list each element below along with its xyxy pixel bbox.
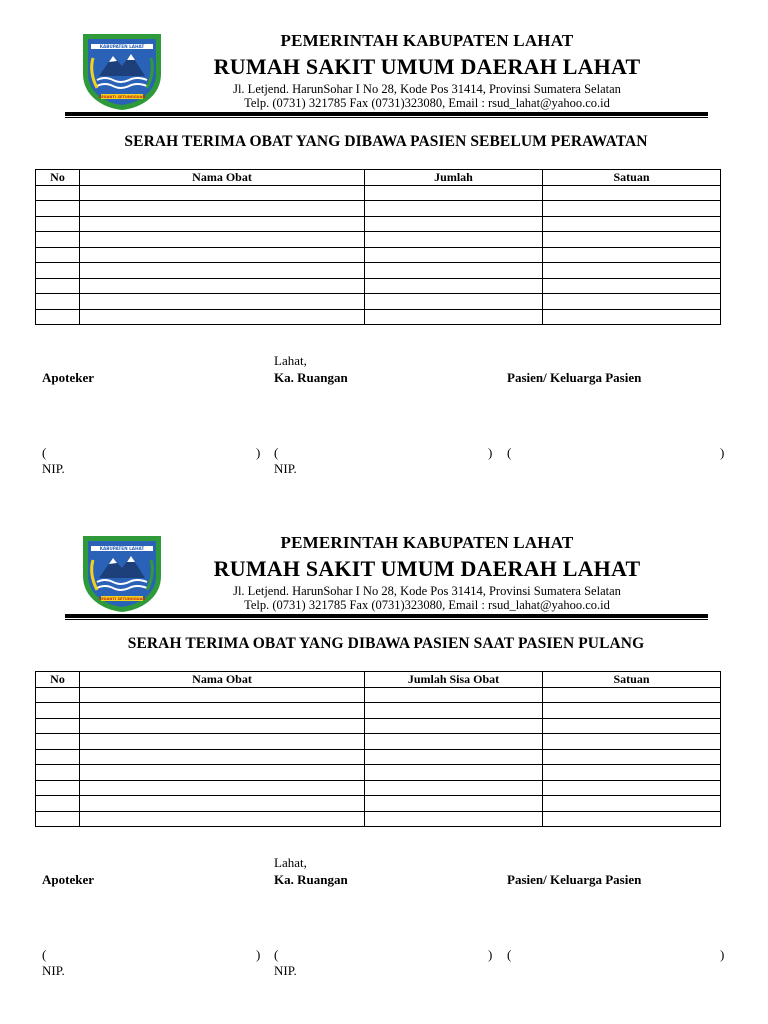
table-header-row <box>36 672 721 688</box>
table-cell[interactable] <box>36 734 80 750</box>
table-row <box>36 201 721 217</box>
table-body <box>36 185 721 325</box>
table-cell[interactable] <box>365 294 543 310</box>
table-cell[interactable] <box>543 703 721 719</box>
table-row <box>36 765 721 781</box>
header-rule-thin <box>65 619 708 620</box>
signature-role-pharmacist: Apoteker <box>42 872 94 887</box>
table-cell[interactable] <box>543 780 721 796</box>
table-cell[interactable] <box>543 811 721 827</box>
table-cell[interactable] <box>80 263 365 279</box>
table-cell[interactable] <box>80 216 365 232</box>
signature-role-patient-family: Pasien/ Keluarga Pasien <box>507 370 642 385</box>
table-cell[interactable] <box>365 765 543 781</box>
table-cell[interactable] <box>543 232 721 248</box>
government-name: PEMERINTAH KABUPATEN LAHAT <box>280 31 574 50</box>
column-header-no: No <box>36 170 80 186</box>
table-row <box>36 734 721 750</box>
table-cell[interactable] <box>543 718 721 734</box>
medicine-table <box>35 671 721 827</box>
table-cell[interactable] <box>365 703 543 719</box>
column-header-no: No <box>36 672 80 688</box>
table-cell[interactable] <box>36 294 80 310</box>
table-cell[interactable] <box>80 309 365 325</box>
table-cell[interactable] <box>365 216 543 232</box>
table-cell[interactable] <box>80 185 365 201</box>
table-cell[interactable] <box>543 263 721 279</box>
header-rule <box>65 112 708 116</box>
table-cell[interactable] <box>80 201 365 217</box>
table-cell[interactable] <box>365 247 543 263</box>
hospital-address: Jl. Letjend. HarunSohar I No 28, Kode Pos 31414, Provinsi Sumatera Selatan <box>233 584 621 598</box>
table-cell[interactable] <box>365 232 543 248</box>
table-cell[interactable] <box>543 687 721 703</box>
column-header-medicine-name: Nama Obat <box>80 170 365 186</box>
nip-label: NIP. <box>274 963 297 978</box>
government-name: PEMERINTAH KABUPATEN LAHAT <box>280 533 574 552</box>
table-row <box>36 278 721 294</box>
form-section-2 <box>0 502 768 1002</box>
table-cell[interactable] <box>80 734 365 750</box>
column-header-quantity: Jumlah <box>365 170 543 186</box>
signature-paren-close: ) <box>720 445 725 460</box>
table-cell[interactable] <box>365 780 543 796</box>
table-cell[interactable] <box>80 294 365 310</box>
table-cell[interactable] <box>543 201 721 217</box>
table-cell[interactable] <box>365 811 543 827</box>
hospital-name: RUMAH SAKIT UMUM DAERAH LAHAT <box>213 54 641 79</box>
table-cell[interactable] <box>80 749 365 765</box>
signature-paren-close: ) <box>488 445 493 460</box>
signature-paren-open: ( <box>42 445 47 460</box>
table-row <box>36 687 721 703</box>
table-row <box>36 796 721 812</box>
table-header-row <box>36 170 721 186</box>
table-cell[interactable] <box>543 309 721 325</box>
table-cell[interactable] <box>80 718 365 734</box>
column-header-medicine-name: Nama Obat <box>80 672 365 688</box>
table-cell[interactable] <box>36 718 80 734</box>
logo-lettering: KABUPATEN LAHAT <box>99 44 145 50</box>
signature-place: Lahat, <box>274 353 307 368</box>
table-cell[interactable] <box>36 703 80 719</box>
table-cell[interactable] <box>365 185 543 201</box>
table-cell[interactable] <box>80 811 365 827</box>
table-cell[interactable] <box>365 718 543 734</box>
table-cell[interactable] <box>543 216 721 232</box>
form-section-1 <box>0 0 768 500</box>
table-cell[interactable] <box>36 278 80 294</box>
table-cell[interactable] <box>543 796 721 812</box>
table-row <box>36 309 721 325</box>
nip-label: NIP. <box>42 963 65 978</box>
table-cell[interactable] <box>36 765 80 781</box>
signature-role-pharmacist: Apoteker <box>42 370 94 385</box>
logo-motto: SEGANTI SETUNGGUAN <box>98 95 146 99</box>
table-cell[interactable] <box>543 294 721 310</box>
table-cell[interactable] <box>36 796 80 812</box>
table-cell[interactable] <box>80 247 365 263</box>
signature-role-patient-family: Pasien/ Keluarga Pasien <box>507 872 642 887</box>
table-row <box>36 718 721 734</box>
signature-paren-close: ) <box>256 445 261 460</box>
table-cell[interactable] <box>80 765 365 781</box>
signature-paren-close: ) <box>256 947 261 962</box>
medicine-table <box>35 169 721 325</box>
table-cell[interactable] <box>36 309 80 325</box>
table-row <box>36 780 721 796</box>
table-cell[interactable] <box>365 734 543 750</box>
signature-role-ward-head: Ka. Ruangan <box>274 872 348 887</box>
table-row <box>36 216 721 232</box>
table-cell[interactable] <box>80 232 365 248</box>
header-rule <box>65 614 708 618</box>
logo-lettering: KABUPATEN LAHAT <box>99 546 145 552</box>
table-cell[interactable] <box>543 765 721 781</box>
table-row <box>36 185 721 201</box>
table-row <box>36 811 721 827</box>
table-cell[interactable] <box>543 749 721 765</box>
table-cell[interactable] <box>36 780 80 796</box>
table-cell[interactable] <box>80 278 365 294</box>
table-cell[interactable] <box>543 734 721 750</box>
nip-label: NIP. <box>42 461 65 476</box>
table-cell[interactable] <box>80 780 365 796</box>
hospital-address: Jl. Letjend. HarunSohar I No 28, Kode Pos 31414, Provinsi Sumatera Selatan <box>233 82 621 96</box>
table-cell[interactable] <box>80 687 365 703</box>
signature-paren-open: ( <box>274 947 279 962</box>
table-row <box>36 294 721 310</box>
signature-place: Lahat, <box>274 855 307 870</box>
signature-paren-open: ( <box>42 947 47 962</box>
hospital-contact: Telp. (0731) 321785 Fax (0731)323080, Email : rsud_lahat@yahoo.co.id <box>244 96 610 110</box>
table-cell[interactable] <box>543 247 721 263</box>
table-row <box>36 749 721 765</box>
column-header-remaining-quantity: Jumlah Sisa Obat <box>365 672 543 688</box>
table-row <box>36 232 721 248</box>
header-rule-thin <box>65 117 708 118</box>
table-cell[interactable] <box>36 811 80 827</box>
table-cell[interactable] <box>543 185 721 201</box>
form-title: SERAH TERIMA OBAT YANG DIBAWA PASIEN SAAT PASIEN PULANG <box>127 635 645 652</box>
table-cell[interactable] <box>36 216 80 232</box>
form-title: SERAH TERIMA OBAT YANG DIBAWA PASIEN SEBELUM PERAWATAN <box>124 133 648 150</box>
nip-label: NIP. <box>274 461 297 476</box>
signature-paren-open: ( <box>274 445 279 460</box>
table-cell[interactable] <box>365 749 543 765</box>
table-cell[interactable] <box>36 247 80 263</box>
signature-paren-open: ( <box>507 445 512 460</box>
table-cell[interactable] <box>365 796 543 812</box>
signature-paren-close: ) <box>720 947 725 962</box>
table-cell[interactable] <box>365 263 543 279</box>
column-header-unit: Satuan <box>543 170 721 186</box>
table-row <box>36 247 721 263</box>
table-cell[interactable] <box>36 687 80 703</box>
table-cell[interactable] <box>365 278 543 294</box>
hospital-name: RUMAH SAKIT UMUM DAERAH LAHAT <box>213 556 641 581</box>
table-cell[interactable] <box>365 687 543 703</box>
table-cell[interactable] <box>543 278 721 294</box>
table-cell[interactable] <box>365 201 543 217</box>
table-cell[interactable] <box>80 703 365 719</box>
table-body <box>36 687 721 827</box>
table-row <box>36 263 721 279</box>
logo-motto: SEGANTI SETUNGGUAN <box>98 597 146 601</box>
table-cell[interactable] <box>36 263 80 279</box>
signature-role-ward-head: Ka. Ruangan <box>274 370 348 385</box>
hospital-contact: Telp. (0731) 321785 Fax (0731)323080, Email : rsud_lahat@yahoo.co.id <box>244 598 610 612</box>
table-cell[interactable] <box>36 749 80 765</box>
table-cell[interactable] <box>365 309 543 325</box>
table-cell[interactable] <box>80 796 365 812</box>
signature-paren-close: ) <box>488 947 493 962</box>
table-row <box>36 703 721 719</box>
table-cell[interactable] <box>36 185 80 201</box>
table-cell[interactable] <box>36 232 80 248</box>
signature-paren-open: ( <box>507 947 512 962</box>
table-cell[interactable] <box>36 201 80 217</box>
column-header-unit: Satuan <box>543 672 721 688</box>
